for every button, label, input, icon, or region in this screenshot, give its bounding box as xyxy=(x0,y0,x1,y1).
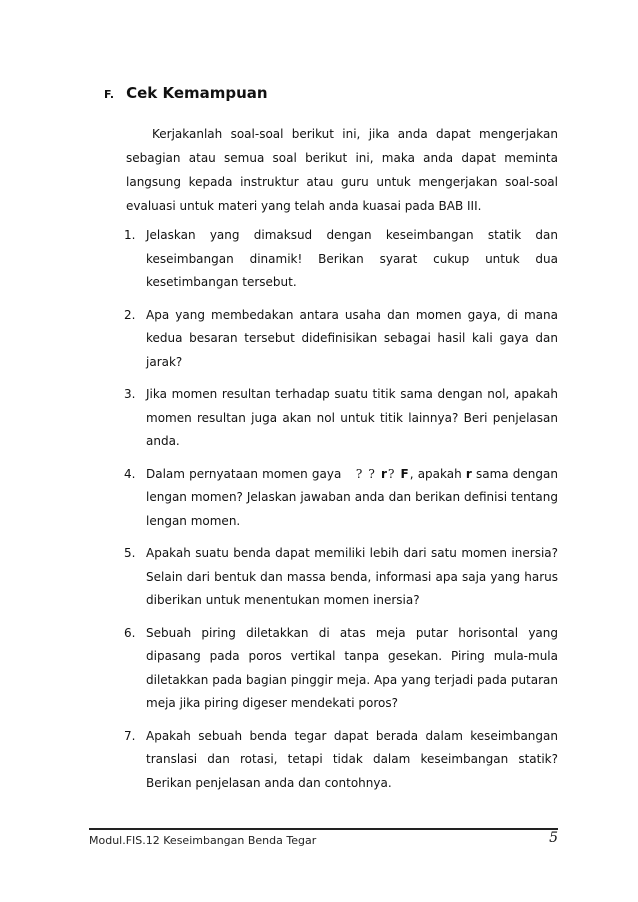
bold-r: r xyxy=(465,466,472,481)
question-item xyxy=(124,383,558,454)
formula-r: r xyxy=(381,466,388,481)
footer-divider xyxy=(89,828,558,830)
formula-f: F xyxy=(400,466,410,481)
question-text: Apakah suatu benda dapat memiliki lebih dari satu momen inersia? Selain dari bentuk dan massa benda, informasi apa saja yang harus diberikan untuk menentukan momen inersia? xyxy=(146,546,558,607)
torque-formula xyxy=(346,467,410,481)
formula-glyphs: ? ? xyxy=(355,466,376,481)
page-number: 5 xyxy=(549,830,558,846)
section-letter: F. xyxy=(104,88,115,101)
question-item xyxy=(124,725,558,796)
question-text: Jelaskan yang dimaksud dengan keseimbangan statik dan keseimbangan dinamik! Berikan syarat cukup untuk dua kesetimbangan tersebut. xyxy=(146,228,558,289)
section-title: Cek Kemampuan xyxy=(126,84,268,102)
question-number: 3. xyxy=(124,387,136,401)
question-text-part: , apakah xyxy=(409,466,462,481)
question-item xyxy=(124,463,558,534)
question-item xyxy=(124,542,558,613)
footer-module: Modul.FIS.12 Keseimbangan Benda Tegar xyxy=(89,834,317,847)
question-item xyxy=(124,224,558,295)
question-number: 4. xyxy=(124,466,136,481)
question-text-part: Dalam pernyataan momen gaya xyxy=(146,466,342,481)
question-text: Apa yang membedakan antara usaha dan momen gaya, di mana kedua besaran tersebut didefinisikan sebagai hasil kali gaya dan jarak? xyxy=(146,307,558,369)
question-number: 1. xyxy=(124,228,136,242)
question-list xyxy=(124,224,558,804)
question-text: Apakah sebuah benda tegar dapat berada dalam keseimbangan translasi dan rotasi, tetapi tidak dalam keseimbangan statik? Berikan penjelasan anda dan contohnya. xyxy=(146,728,558,790)
question-item xyxy=(124,304,558,375)
question-text-part: sama dengan lengan momen? Jelaskan jawaban anda dan berikan definisi tentang lengan momen. xyxy=(146,466,558,528)
question-text: Jika momen resultan terhadap suatu titik sama dengan nol, apakah momen resultan juga akan nol untuk titik lainnya? Beri penjelasan anda. xyxy=(146,387,558,448)
question-number: 7. xyxy=(124,728,136,743)
question-item xyxy=(124,622,558,716)
question-text: Sebuah piring diletakkan di atas meja putar horisontal yang dipasang pada poros vertikal tanpa gesekan. Piring mula-mula diletakkan pada bagian pinggir meja. Apa yang terjadi pada putaran meja jika piring digeser mendekati poros? xyxy=(146,625,558,710)
section-heading xyxy=(104,84,268,102)
question-number: 2. xyxy=(124,307,136,322)
question-number: 6. xyxy=(124,625,136,640)
formula-cross: ? xyxy=(387,466,396,481)
intro-paragraph: Kerjakanlah soal-soal berikut ini, jika anda dapat mengerjakan sebagian atau semua soal berikut ini, maka anda dapat meminta langsung kepada instruktur atau guru untuk mengerjakan soal-soal evaluasi untuk materi yang telah anda kuasai pada BAB III. xyxy=(126,127,558,213)
question-number: 5. xyxy=(124,546,136,560)
